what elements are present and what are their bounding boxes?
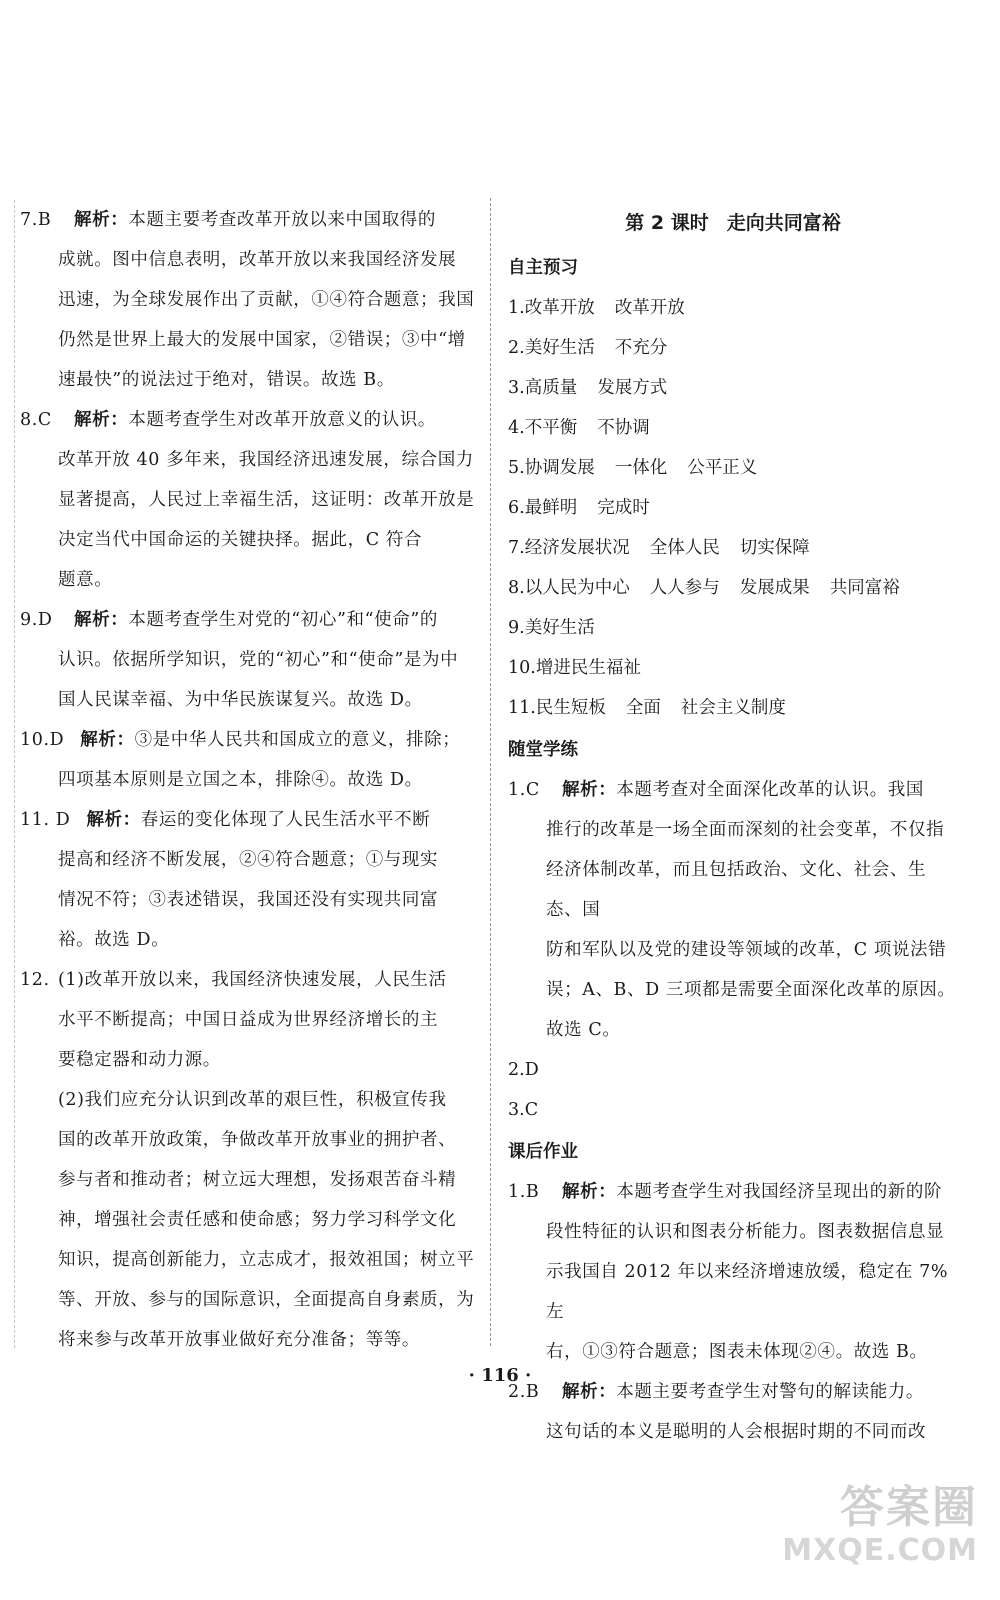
lesson-title bbox=[508, 200, 958, 246]
answer-q12 bbox=[20, 960, 475, 1360]
left-column bbox=[20, 200, 475, 1360]
text-line: 要稳定器和动力源。 bbox=[58, 1050, 221, 1070]
page-number: · 116 · bbox=[468, 1365, 532, 1386]
section-preview bbox=[508, 250, 958, 728]
question-number: 11. D bbox=[20, 810, 71, 830]
answer-q10 bbox=[20, 720, 475, 800]
text-line: 情况不符；③表述错误，我国还没有实现共同富 bbox=[58, 890, 439, 910]
text-line: 知识，提高创新能力，立志成才，报效祖国；树立平 bbox=[58, 1250, 475, 1270]
watermark-url: MXQE.COM bbox=[782, 1533, 978, 1568]
question-number: 1.B bbox=[508, 1182, 540, 1202]
text-line: 示我国自 2012 年以来经济增速放缓，稳定在 7%左 bbox=[546, 1262, 949, 1322]
watermark-text: 答案圈 bbox=[840, 1482, 978, 1533]
text-line: 故选 C。 bbox=[546, 1020, 621, 1040]
question-number: 10.D bbox=[20, 730, 65, 750]
text-line: 推行的改革是一场全面而深刻的社会变革，不仅指 bbox=[546, 820, 945, 840]
text-line: 这句话的本义是聪明的人会根据时期的不同而改 bbox=[546, 1422, 927, 1442]
text-line: 春运的变化体现了人民生活水平不断 bbox=[140, 810, 431, 830]
list-item: 6.最鲜明 完成时 bbox=[508, 498, 650, 518]
watermark-logo bbox=[778, 1482, 978, 1582]
analysis-label: 解析： bbox=[74, 610, 129, 630]
text-line: 参与者和推动者；树立远大理想，发扬艰苦奋斗精 bbox=[58, 1170, 457, 1190]
answer-q2: 2.D bbox=[508, 1060, 539, 1080]
text-line: 决定当代中国命运的关键抉择。据此，C 符合 bbox=[58, 530, 423, 550]
text-line: 将来参与改革开放事业做好充分准备；等等。 bbox=[58, 1330, 420, 1350]
list-item: 2.美好生活 不充分 bbox=[508, 338, 668, 358]
answer-q7 bbox=[20, 200, 475, 400]
text-line: 本题考查学生对改革开放意义的认识。 bbox=[128, 410, 437, 430]
list-item: 5.协调发展 一体化 公平正义 bbox=[508, 458, 758, 478]
section-heading: 课后作业 bbox=[508, 1142, 578, 1162]
analysis-label: 解析： bbox=[562, 1182, 617, 1202]
text-line: 等、开放、参与的国际意识，全面提高自身素质，为 bbox=[58, 1290, 475, 1310]
list-item: 10.增进民生福祉 bbox=[508, 658, 641, 678]
section-heading: 随堂学练 bbox=[508, 740, 578, 760]
section-homework bbox=[508, 1134, 958, 1452]
list-item: 11.民生短板 全面 社会主义制度 bbox=[508, 698, 786, 718]
text-line: 显著提高，人民过上幸福生活，这证明：改革开放是 bbox=[58, 490, 475, 510]
right-column bbox=[508, 200, 958, 1452]
section-practice bbox=[508, 732, 958, 1130]
question-number: 2.B bbox=[508, 1382, 540, 1402]
question-number: 12. bbox=[20, 970, 50, 990]
analysis-label: 解析： bbox=[74, 410, 129, 430]
answer-q11 bbox=[20, 800, 475, 960]
text-line: 题意。 bbox=[58, 570, 113, 590]
text-line: 神，增强社会责任感和使命感；努力学习科学文化 bbox=[58, 1210, 457, 1230]
analysis-label: 解析： bbox=[80, 730, 135, 750]
text-line: 四项基本原则是立国之本，排除④。故选 D。 bbox=[58, 770, 423, 790]
lesson-name: 走向共同富裕 bbox=[726, 212, 841, 234]
analysis-label: 解析： bbox=[86, 810, 141, 830]
text-line: 国人民谋幸福、为中华民族谋复兴。故选 D。 bbox=[58, 690, 423, 710]
section-heading: 自主预习 bbox=[508, 258, 578, 278]
text-line: (1)改革开放以来，我国经济快速发展，人民生活 bbox=[58, 970, 447, 990]
question-number: 8.C bbox=[20, 410, 52, 430]
text-line: 国的改革开放政策，争做改革开放事业的拥护者、 bbox=[58, 1130, 457, 1150]
text-line: ③是中华人民共和国成立的意义，排除； bbox=[134, 730, 461, 750]
text-line: 防和军队以及党的建设等领域的改革，C 项说法错 bbox=[546, 940, 947, 960]
column-divider bbox=[490, 198, 491, 1346]
text-line: 本题考查学生对我国经济呈现出的新的阶 bbox=[616, 1182, 943, 1202]
text-line: 水平不断提高；中国日益成为世界经济增长的主 bbox=[58, 1010, 439, 1030]
text-line: 本题主要考查学生对警句的解读能力。 bbox=[616, 1382, 925, 1402]
text-line: 成就。图中信息表明，改革开放以来我国经济发展 bbox=[58, 250, 457, 270]
list-item: 8.以人民为中心 人人参与 发展成果 共同富裕 bbox=[508, 578, 900, 598]
list-item: 3.高质量 发展方式 bbox=[508, 378, 668, 398]
text-line: (2)我们应充分认识到改革的艰巨性，积极宣传我 bbox=[58, 1090, 447, 1110]
text-line: 速最快”的说法过于绝对，错误。故选 B。 bbox=[58, 370, 395, 390]
analysis-label: 解析： bbox=[562, 780, 617, 800]
text-line: 迅速，为全球发展作出了贡献，①④符合题意；我国 bbox=[58, 290, 475, 310]
text-line: 本题主要考查改革开放以来中国取得的 bbox=[128, 210, 437, 230]
text-line: 认识。依据所学知识，党的“初心”和“使命”是为中 bbox=[58, 650, 459, 670]
lesson-number: 第 2 课时 bbox=[625, 212, 709, 234]
text-line: 误；A、B、D 三项都是需要全面深化改革的原因。 bbox=[546, 980, 956, 1000]
question-number: 1.C bbox=[508, 780, 540, 800]
text-line: 本题考查学生对党的“初心”和“使命”的 bbox=[128, 610, 438, 630]
answer-q3: 3.C bbox=[508, 1100, 539, 1120]
text-line: 仍然是世界上最大的发展中国家，②错误；③中“增 bbox=[58, 330, 466, 350]
text-line: 裕。故选 D。 bbox=[58, 930, 170, 950]
list-item: 7.经济发展状况 全体人民 切实保障 bbox=[508, 538, 810, 558]
analysis-label: 解析： bbox=[74, 210, 129, 230]
text-line: 段性特征的认识和图表分析能力。图表数据信息显 bbox=[546, 1222, 945, 1242]
question-number: 7.B bbox=[20, 210, 52, 230]
question-number: 9.D bbox=[20, 610, 53, 630]
text-line: 右，①③符合题意；图表未体现②④。故选 B。 bbox=[546, 1342, 928, 1362]
binding-edge-line bbox=[14, 200, 15, 1348]
text-line: 本题考查对全面深化改革的认识。我国 bbox=[616, 780, 925, 800]
answer-q9 bbox=[20, 600, 475, 720]
analysis-label: 解析： bbox=[562, 1382, 617, 1402]
text-line: 改革开放 40 多年来，我国经济迅速发展，综合国力 bbox=[58, 450, 474, 470]
list-item: 1.改革开放 改革开放 bbox=[508, 298, 685, 318]
text-line: 经济体制改革，而且包括政治、文化、社会、生态、国 bbox=[546, 860, 927, 920]
answer-q8 bbox=[20, 400, 475, 600]
list-item: 9.美好生活 bbox=[508, 618, 595, 638]
list-item: 4.不平衡 不协调 bbox=[508, 418, 650, 438]
text-line: 提高和经济不断发展，②④符合题意；①与现实 bbox=[58, 850, 439, 870]
